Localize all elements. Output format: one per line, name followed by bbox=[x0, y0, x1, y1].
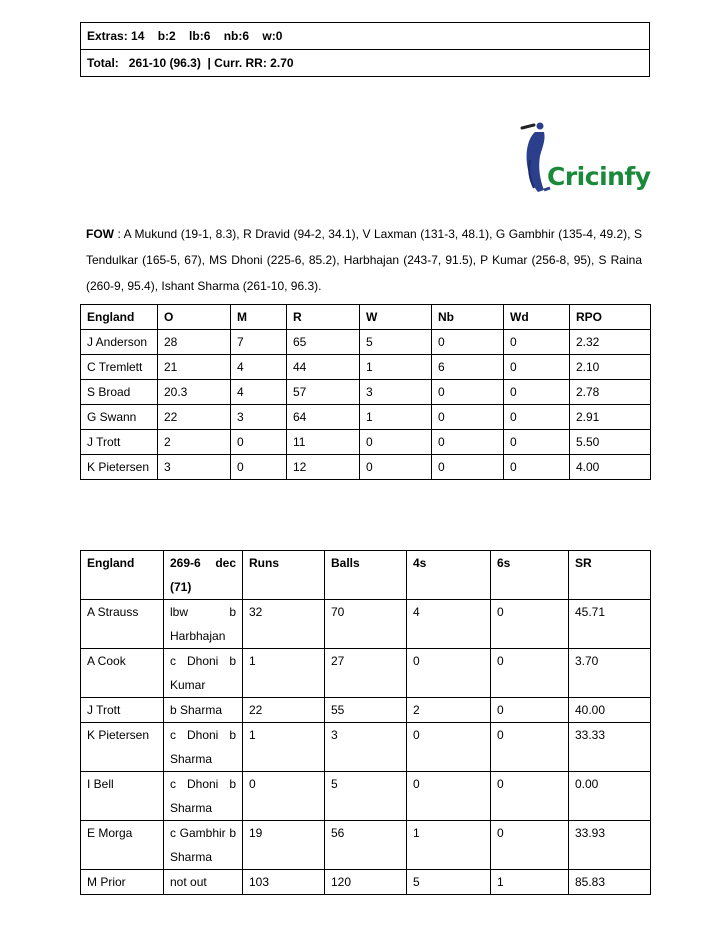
table-cell: 0 bbox=[432, 330, 504, 355]
table-cell: 11 bbox=[287, 430, 360, 455]
table-cell: 0 bbox=[231, 455, 287, 480]
table-cell: 0 bbox=[504, 405, 570, 430]
strike-rate-cell: 33.93 bbox=[569, 821, 651, 870]
fours-cell: 0 bbox=[407, 649, 491, 698]
balls-cell: 3 bbox=[325, 723, 407, 772]
runs-cell: 1 bbox=[243, 723, 325, 772]
sixes-cell: 0 bbox=[491, 821, 569, 870]
column-header: Wd bbox=[504, 305, 570, 330]
table-cell: 21 bbox=[158, 355, 231, 380]
strike-rate-cell: 0.00 bbox=[569, 772, 651, 821]
table-cell: J Anderson bbox=[81, 330, 158, 355]
table-cell: 1 bbox=[360, 355, 432, 380]
batsman-name: M Prior bbox=[81, 870, 164, 895]
table-cell: 0 bbox=[432, 380, 504, 405]
column-header: Nb bbox=[432, 305, 504, 330]
table-cell: 20.3 bbox=[158, 380, 231, 405]
fours-cell: 4 bbox=[407, 600, 491, 649]
table-cell: 0 bbox=[504, 380, 570, 405]
column-header: R bbox=[287, 305, 360, 330]
fow-label: FOW bbox=[86, 227, 114, 241]
table-cell: 0 bbox=[360, 455, 432, 480]
sixes-cell: 0 bbox=[491, 698, 569, 723]
runs-cell: 22 bbox=[243, 698, 325, 723]
batsman-name: J Trott bbox=[81, 698, 164, 723]
column-header: Balls bbox=[325, 551, 407, 600]
table-cell: 0 bbox=[432, 430, 504, 455]
logo-text: Cricinfy bbox=[547, 162, 651, 191]
table-cell: 57 bbox=[287, 380, 360, 405]
runs-cell: 1 bbox=[243, 649, 325, 698]
table-cell: 0 bbox=[231, 430, 287, 455]
sixes-cell: 0 bbox=[491, 649, 569, 698]
column-header: 6s bbox=[491, 551, 569, 600]
sixes-cell: 1 bbox=[491, 870, 569, 895]
table-cell: 5.50 bbox=[570, 430, 651, 455]
table-row bbox=[81, 821, 651, 870]
table-row bbox=[81, 405, 651, 430]
strike-rate-cell: 33.33 bbox=[569, 723, 651, 772]
strike-rate-cell: 45.71 bbox=[569, 600, 651, 649]
column-header: England bbox=[81, 305, 158, 330]
innings-score: 269-6 dec bbox=[170, 556, 236, 570]
column-header: 4s bbox=[407, 551, 491, 600]
total-line: Total: 261-10 (96.3) | Curr. RR: 2.70 bbox=[81, 49, 649, 76]
table-row bbox=[81, 772, 651, 821]
table-cell: 3 bbox=[158, 455, 231, 480]
strike-rate-cell: 85.83 bbox=[569, 870, 651, 895]
batsman-name: A Strauss bbox=[81, 600, 164, 649]
table-cell: 44 bbox=[287, 355, 360, 380]
balls-cell: 56 bbox=[325, 821, 407, 870]
table-row bbox=[81, 455, 651, 480]
table-cell: 1 bbox=[360, 405, 432, 430]
table-cell: 3 bbox=[231, 405, 287, 430]
strike-rate-cell: 3.70 bbox=[569, 649, 651, 698]
runs-cell: 0 bbox=[243, 772, 325, 821]
batsman-name: K Pietersen bbox=[81, 723, 164, 772]
table-row bbox=[81, 355, 651, 380]
runs-cell: 19 bbox=[243, 821, 325, 870]
table-row bbox=[81, 430, 651, 455]
dismissal: c Dhoni b Kumar bbox=[164, 649, 243, 698]
table-cell: 0 bbox=[432, 455, 504, 480]
dismissal: c Gambhir b Sharma bbox=[164, 821, 243, 870]
table-row bbox=[81, 723, 651, 772]
column-header: Runs bbox=[243, 551, 325, 600]
table-cell: 64 bbox=[287, 405, 360, 430]
column-header: England bbox=[81, 551, 164, 600]
table-cell: 4 bbox=[231, 380, 287, 405]
column-header: W bbox=[360, 305, 432, 330]
sixes-cell: 0 bbox=[491, 600, 569, 649]
innings-total-header bbox=[164, 551, 243, 600]
table-cell: 4 bbox=[231, 355, 287, 380]
table-cell: 2.91 bbox=[570, 405, 651, 430]
dismissal: c Dhoni b Sharma bbox=[164, 723, 243, 772]
batting-table bbox=[80, 550, 651, 895]
table-cell: S Broad bbox=[81, 380, 158, 405]
innings-overs: (71) bbox=[170, 580, 192, 594]
column-header: SR bbox=[569, 551, 651, 600]
table-cell: 22 bbox=[158, 405, 231, 430]
extras-line: Extras: 14 b:2 lb:6 nb:6 w:0 bbox=[87, 29, 283, 43]
balls-cell: 27 bbox=[325, 649, 407, 698]
table-cell: J Trott bbox=[81, 430, 158, 455]
table-cell: 28 bbox=[158, 330, 231, 355]
table-cell: 0 bbox=[504, 355, 570, 380]
bowling-header-row bbox=[81, 305, 651, 330]
column-header: RPO bbox=[570, 305, 651, 330]
fow-text: : A Mukund (19-1, 8.3), R Dravid (94-2, 34.1), V Laxman (131-3, 48.1), G Gambhir (135-4, 49.2), S Tendulkar (165-5, 67), MS Dhoni (225-6, 85.2), Harbhajan (243-7, 91.5), P Kumar (256-8, 95), S Raina (260-9, 95.4), Ishant Sharma (261-10, 96.3). bbox=[86, 227, 642, 293]
table-cell: 0 bbox=[504, 455, 570, 480]
table-row bbox=[81, 330, 651, 355]
table-cell: 65 bbox=[287, 330, 360, 355]
table-cell: 0 bbox=[504, 330, 570, 355]
table-cell: 7 bbox=[231, 330, 287, 355]
batsman-name: E Morga bbox=[81, 821, 164, 870]
cricinfy-logo bbox=[516, 120, 651, 196]
dismissal: c Dhoni b Sharma bbox=[164, 772, 243, 821]
fours-cell: 0 bbox=[407, 723, 491, 772]
runs-cell: 32 bbox=[243, 600, 325, 649]
table-cell: C Tremlett bbox=[81, 355, 158, 380]
balls-cell: 5 bbox=[325, 772, 407, 821]
table-row bbox=[81, 380, 651, 405]
sixes-cell: 0 bbox=[491, 772, 569, 821]
batsman-name: A Cook bbox=[81, 649, 164, 698]
dismissal: b Sharma bbox=[164, 698, 243, 723]
fall-of-wickets bbox=[86, 221, 642, 299]
table-cell: 5 bbox=[360, 330, 432, 355]
batsman-name: I Bell bbox=[81, 772, 164, 821]
column-header: M bbox=[231, 305, 287, 330]
table-cell: G Swann bbox=[81, 405, 158, 430]
table-cell: 0 bbox=[360, 430, 432, 455]
table-row bbox=[81, 870, 651, 895]
fours-cell: 1 bbox=[407, 821, 491, 870]
table-cell: 2.78 bbox=[570, 380, 651, 405]
runs-cell: 103 bbox=[243, 870, 325, 895]
table-row bbox=[81, 649, 651, 698]
dismissal: not out bbox=[164, 870, 243, 895]
table-cell: 6 bbox=[432, 355, 504, 380]
sixes-cell: 0 bbox=[491, 723, 569, 772]
fours-cell: 5 bbox=[407, 870, 491, 895]
table-cell: 0 bbox=[504, 430, 570, 455]
table-cell: K Pietersen bbox=[81, 455, 158, 480]
summary-box bbox=[80, 22, 650, 77]
fours-cell: 2 bbox=[407, 698, 491, 723]
table-row bbox=[81, 600, 651, 649]
batting-header-row bbox=[81, 551, 651, 600]
dismissal: lbw b Harbhajan bbox=[164, 600, 243, 649]
table-cell: 2.10 bbox=[570, 355, 651, 380]
balls-cell: 55 bbox=[325, 698, 407, 723]
table-cell: 12 bbox=[287, 455, 360, 480]
table-cell: 3 bbox=[360, 380, 432, 405]
fours-cell: 0 bbox=[407, 772, 491, 821]
table-row bbox=[81, 698, 651, 723]
strike-rate-cell: 40.00 bbox=[569, 698, 651, 723]
balls-cell: 70 bbox=[325, 600, 407, 649]
column-header: O bbox=[158, 305, 231, 330]
table-cell: 0 bbox=[432, 405, 504, 430]
bowling-table bbox=[80, 304, 651, 480]
table-cell: 2 bbox=[158, 430, 231, 455]
table-cell: 4.00 bbox=[570, 455, 651, 480]
table-cell: 2.32 bbox=[570, 330, 651, 355]
balls-cell: 120 bbox=[325, 870, 407, 895]
